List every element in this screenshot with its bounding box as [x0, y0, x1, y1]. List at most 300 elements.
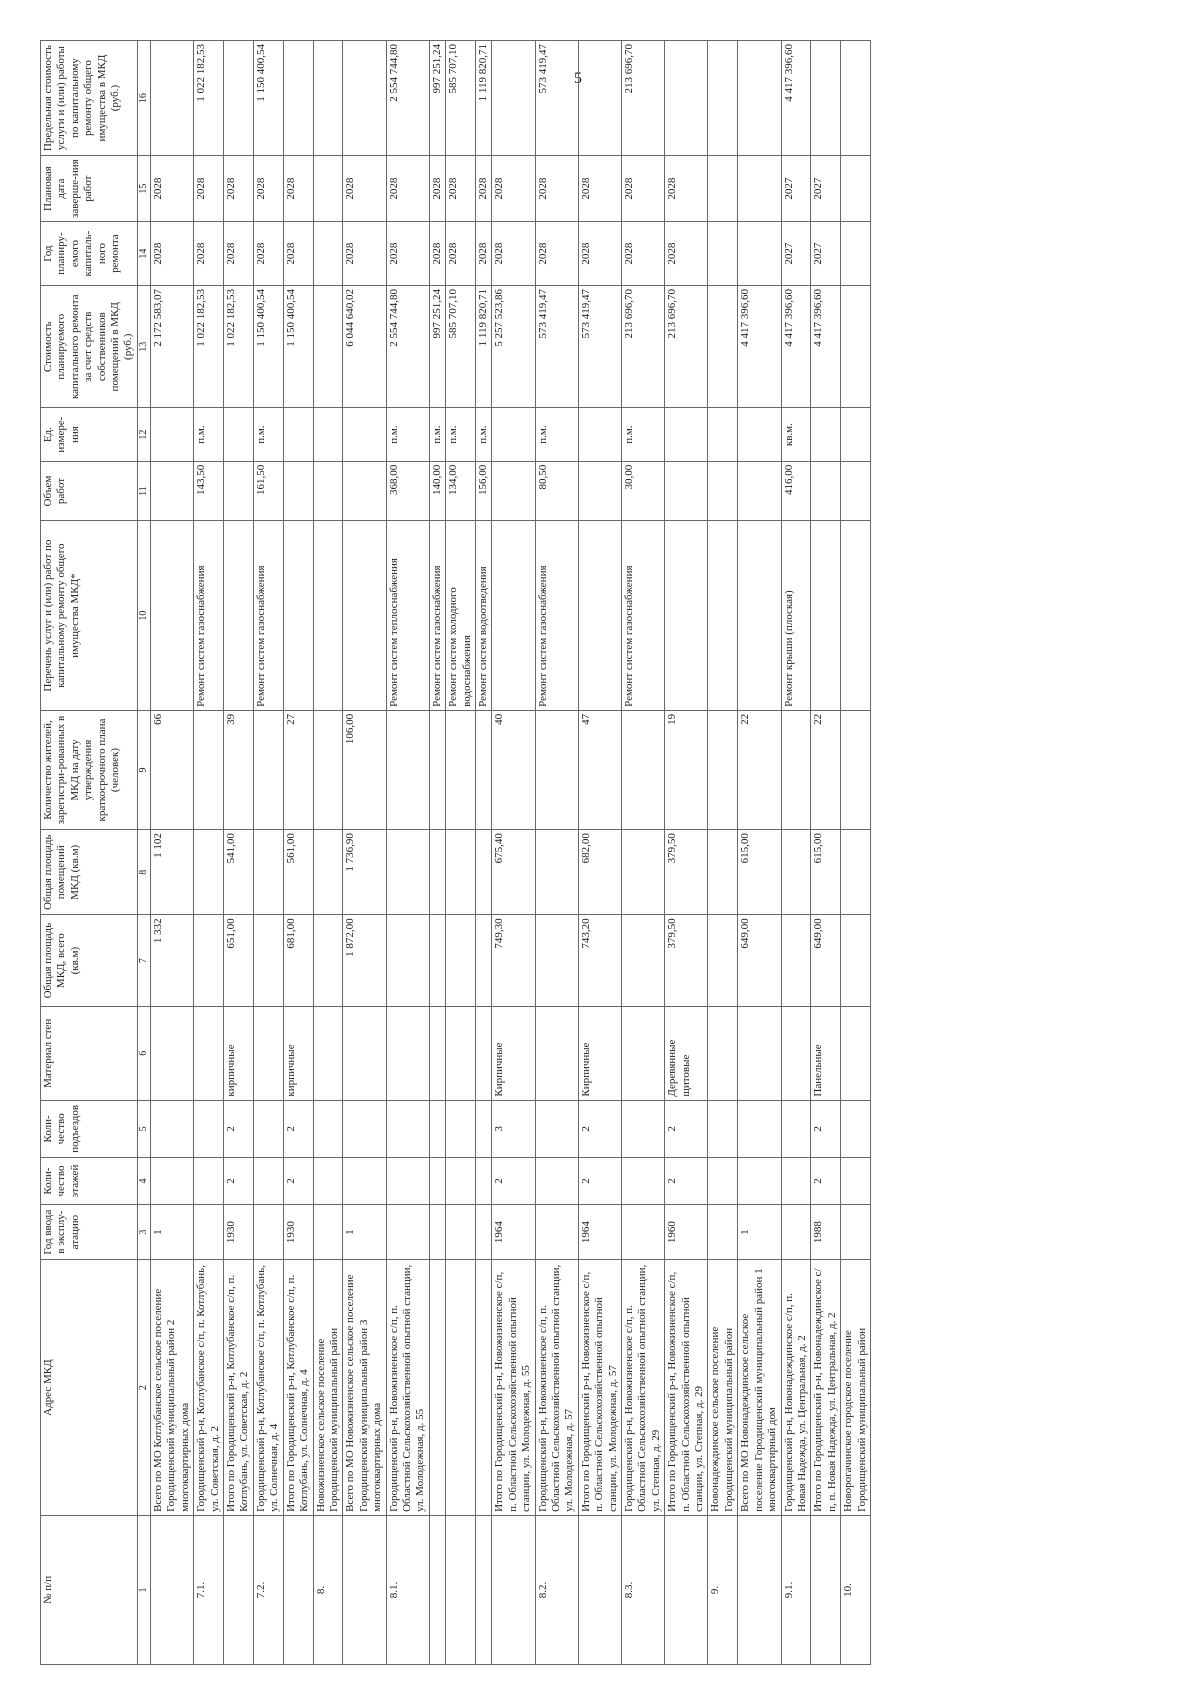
table-cell [343, 461, 386, 521]
table-cell: 2028 [194, 156, 224, 222]
table-cell: Всего по МО Котлубанское сельское поселение Городищенский муниципальный район 2 многоквартирных дома [151, 1260, 194, 1516]
table-cell: 997 251,24 [429, 41, 445, 156]
table-cell [475, 830, 491, 915]
table-cell: Ремонт систем газоснабжения [622, 521, 665, 711]
table-cell [151, 1006, 194, 1100]
table-cell [811, 461, 841, 521]
table-cell: п.м. [429, 408, 445, 461]
table-cell: 749,30 [492, 915, 535, 1007]
table-cell: 997 251,24 [429, 286, 445, 408]
table-cell: 2028 [665, 156, 708, 222]
table-cell: Кирпичные [578, 1006, 621, 1100]
table-cell: п.м. [446, 408, 476, 461]
column-number: 14 [137, 222, 150, 286]
table-cell: 8.2. [535, 1515, 578, 1664]
table-cell: Деревянные щитовые [665, 1006, 708, 1100]
table-cell [622, 1006, 665, 1100]
table-cell: 573 419,47 [578, 286, 621, 408]
column-number: 12 [137, 408, 150, 461]
table-cell [708, 1158, 738, 1205]
table-row [283, 41, 313, 1665]
table-cell [343, 1100, 386, 1158]
table-cell [475, 1006, 491, 1100]
column-number: 3 [137, 1204, 150, 1259]
table-cell [708, 461, 738, 521]
table-cell [578, 1515, 621, 1664]
table-cell [708, 521, 738, 711]
table-row [253, 41, 283, 1665]
table-cell [781, 1100, 811, 1158]
page-number: 5 [574, 70, 582, 87]
table-cell [475, 1158, 491, 1205]
table-cell [313, 286, 343, 408]
table-cell: Ремонт систем теплоснабжения [386, 521, 429, 711]
table-cell: 8.1. [386, 1515, 429, 1664]
table-cell: 2028 [446, 222, 476, 286]
table-cell [781, 710, 811, 829]
table-cell: 2028 [492, 222, 535, 286]
table-cell: 8.3. [622, 1515, 665, 1664]
table-cell [446, 1158, 476, 1205]
table-cell: 47 [578, 710, 621, 829]
table-cell [578, 461, 621, 521]
table-cell: 379,50 [665, 915, 708, 1007]
table-cell [535, 830, 578, 915]
table-cell [151, 1158, 194, 1205]
table-cell [313, 1158, 343, 1205]
column-header: Плановая дата заверше-ния работ [41, 156, 138, 222]
table-cell: 2028 [492, 156, 535, 222]
table-cell [492, 408, 535, 461]
table-cell: Итого по Городищенский р-н, Новожизненское с/п, п. Областной Сельскохозяйственной опытной станции, ул. Молодежная, д. 55 [492, 1260, 535, 1516]
table-cell [313, 915, 343, 1007]
table-cell [622, 1100, 665, 1158]
table-row [622, 41, 665, 1665]
table-cell: 743,20 [578, 915, 621, 1007]
table-cell [841, 156, 871, 222]
table-cell: 2028 [224, 156, 254, 222]
table-cell [535, 1158, 578, 1205]
column-number: 1 [137, 1515, 150, 1664]
table-cell: 1 150 400,54 [253, 286, 283, 408]
table-cell: 682,00 [578, 830, 621, 915]
table-cell [283, 408, 313, 461]
table-cell [151, 408, 194, 461]
table-cell [738, 1158, 781, 1205]
table-cell: 22 [811, 710, 841, 829]
table-cell [708, 1006, 738, 1100]
column-header: Объем работ [41, 461, 138, 521]
table-cell: 2028 [386, 222, 429, 286]
table-cell [313, 1100, 343, 1158]
table-cell [841, 1006, 871, 1100]
table-cell: Городищенский р-н, Новожизненское с/п, п. Областной Сельскохозяйственной опытной станции, ул. Молодежная, д. 55 [386, 1260, 429, 1516]
column-number: 16 [137, 41, 150, 156]
table-cell: 2028 [429, 156, 445, 222]
table-cell [535, 915, 578, 1007]
table-cell [475, 1204, 491, 1259]
table-cell [151, 41, 194, 156]
table-cell: 213 696,70 [622, 286, 665, 408]
table-cell: Всего по МО Новожизненское сельское поселение Городищенский муниципальный район 3 многоквартирных дома [343, 1260, 386, 1516]
table-cell [738, 222, 781, 286]
table-cell: кирпичные [224, 1006, 254, 1100]
table-cell: 1 102 [151, 830, 194, 915]
table-cell: 2028 [151, 222, 194, 286]
table-cell: 4 417 396,60 [781, 286, 811, 408]
table-cell [253, 1158, 283, 1205]
table-cell [738, 41, 781, 156]
table-cell [429, 1006, 445, 1100]
header-row [41, 41, 138, 1665]
table-cell [622, 710, 665, 829]
table-cell: 22 [738, 710, 781, 829]
table-cell: Ремонт систем газоснабжения [429, 521, 445, 711]
table-cell: 615,00 [811, 830, 841, 915]
table-cell [283, 1515, 313, 1664]
table-cell: 2 [224, 1100, 254, 1158]
table-cell [151, 521, 194, 711]
table-body [151, 41, 871, 1665]
table-cell: Ремонт систем водоотведения [475, 521, 491, 711]
table-cell: 1964 [578, 1204, 621, 1259]
table-cell: 140,00 [429, 461, 445, 521]
table-cell [492, 1515, 535, 1664]
column-number: 8 [137, 830, 150, 915]
table-cell [738, 408, 781, 461]
table-cell: 651,00 [224, 915, 254, 1007]
table-cell [429, 830, 445, 915]
table-cell [283, 461, 313, 521]
column-number-row [137, 41, 150, 1665]
table-cell [665, 521, 708, 711]
table-cell: 40 [492, 710, 535, 829]
table-cell: Новонадеждинское сельское поселение Городищенский муниципальный район [708, 1260, 738, 1516]
table-cell: 1 [343, 1204, 386, 1259]
table-cell: 161,50 [253, 461, 283, 521]
table-cell: 1930 [224, 1204, 254, 1259]
table-cell [446, 1100, 476, 1158]
table-cell [343, 521, 386, 711]
table-cell [708, 41, 738, 156]
table-row [841, 41, 871, 1665]
table-cell: Панельные [811, 1006, 841, 1100]
table-cell [446, 1260, 476, 1516]
table-cell [475, 710, 491, 829]
table-cell: Новорогачинское городское поселение Городищенский муниципальный район [841, 1260, 871, 1516]
table-cell [535, 710, 578, 829]
table-cell: кирпичные [283, 1006, 313, 1100]
table-cell [224, 521, 254, 711]
table-cell [738, 461, 781, 521]
table-cell: 1 150 400,54 [283, 286, 313, 408]
table-cell [253, 1006, 283, 1100]
table-cell: 2027 [811, 222, 841, 286]
table-row [386, 41, 429, 1665]
table-cell [446, 1006, 476, 1100]
table-cell [429, 1204, 445, 1259]
table-cell [253, 1204, 283, 1259]
table-cell: 2 [492, 1158, 535, 1205]
table-cell [708, 915, 738, 1007]
table-cell [429, 1515, 445, 1664]
table-cell: 5 257 523,86 [492, 286, 535, 408]
table-cell: 2028 [253, 156, 283, 222]
table-cell: 156,00 [475, 461, 491, 521]
table-cell [446, 1204, 476, 1259]
table-cell [429, 710, 445, 829]
table-cell: кв.м. [781, 408, 811, 461]
table-cell: 2027 [811, 156, 841, 222]
table-cell [429, 915, 445, 1007]
table-cell: 681,00 [283, 915, 313, 1007]
column-header: Коли-чество этажей [41, 1158, 138, 1205]
table-cell: 1 119 820,71 [475, 286, 491, 408]
table-cell: 2028 [535, 156, 578, 222]
table-cell [194, 1006, 224, 1100]
table-cell [708, 222, 738, 286]
table-cell [343, 1158, 386, 1205]
table-cell: п.м. [386, 408, 429, 461]
column-header: Год планиру-емого капиталь-ного ремонта [41, 222, 138, 286]
table-row [224, 41, 254, 1665]
table-cell [313, 41, 343, 156]
table-row [343, 41, 386, 1665]
table-cell [343, 41, 386, 156]
table-cell: 541,00 [224, 830, 254, 915]
table-cell [151, 461, 194, 521]
table-cell: Ремонт крыши (плоская) [781, 521, 811, 711]
rotated-table-container [40, 40, 1185, 1665]
table-cell: 2028 [446, 156, 476, 222]
table-cell [841, 830, 871, 915]
table-cell: 1 332 [151, 915, 194, 1007]
table-cell [841, 286, 871, 408]
table-cell: 2028 [343, 222, 386, 286]
table-cell: 2028 [535, 222, 578, 286]
column-header: Год ввода в эксплу-атацию [41, 1204, 138, 1259]
column-number: 13 [137, 286, 150, 408]
table-cell: 66 [151, 710, 194, 829]
table-cell [841, 461, 871, 521]
table-cell [343, 1515, 386, 1664]
table-cell [343, 1006, 386, 1100]
table-cell [708, 286, 738, 408]
table-cell [708, 1204, 738, 1259]
table-cell: 134,00 [446, 461, 476, 521]
table-cell [194, 915, 224, 1007]
column-header: Коли-чество подъездов [41, 1100, 138, 1158]
column-header: Стоимость планируемого капитального ремонта за счет средств собственников помещений в МКД (руб.) [41, 286, 138, 408]
table-cell: 39 [224, 710, 254, 829]
table-cell: 9.1. [781, 1515, 811, 1664]
table-cell: Городищенский р-н, Котлубанское с/п, п. Котлубань, ул. Солнечная, д. 4 [253, 1260, 283, 1516]
table-cell: 561,00 [283, 830, 313, 915]
table-cell: 2028 [578, 156, 621, 222]
column-number: 2 [137, 1260, 150, 1516]
table-cell [313, 408, 343, 461]
column-number: 15 [137, 156, 150, 222]
table-cell [781, 830, 811, 915]
table-cell [475, 1260, 491, 1516]
table-cell [475, 915, 491, 1007]
table-cell: 1 [738, 1204, 781, 1259]
table-cell [283, 521, 313, 711]
column-header: № п/п [41, 1515, 138, 1664]
table-cell: 1 872,00 [343, 915, 386, 1007]
table-cell: 585 707,10 [446, 286, 476, 408]
table-cell [386, 915, 429, 1007]
table-cell [708, 408, 738, 461]
table-cell [535, 1100, 578, 1158]
table-cell: 2028 [253, 222, 283, 286]
table-cell: 106,00 [343, 710, 386, 829]
table-cell [535, 1204, 578, 1259]
table-cell [781, 1204, 811, 1259]
column-number: 5 [137, 1100, 150, 1158]
table-cell: 585 707,10 [446, 41, 476, 156]
table-cell: п.м. [475, 408, 491, 461]
table-cell [283, 41, 313, 156]
table-cell [738, 1100, 781, 1158]
table-cell [386, 1158, 429, 1205]
table-row [781, 41, 811, 1665]
table-cell [386, 710, 429, 829]
table-cell [492, 521, 535, 711]
table-row [492, 41, 535, 1665]
table-cell: 2 [811, 1100, 841, 1158]
table-row [665, 41, 708, 1665]
table-cell [578, 41, 621, 156]
table-cell: Всего по МО Новонадеждинское сельское поселение Городищенский муниципальный район 1 многоквартирный дом [738, 1260, 781, 1516]
table-cell: 2 [578, 1100, 621, 1158]
table-cell [151, 1515, 194, 1664]
table-cell: 573 419,47 [535, 41, 578, 156]
column-header: Перечень услуг и (или) работ по капитальному ремонту общего имущества МКД* [41, 521, 138, 711]
table-cell: 9. [708, 1515, 738, 1664]
table-cell: п.м. [253, 408, 283, 461]
table-cell [811, 408, 841, 461]
table-cell: 2028 [665, 222, 708, 286]
table-cell [253, 915, 283, 1007]
table-cell: 2028 [343, 156, 386, 222]
table-row [151, 41, 194, 1665]
table-cell: 2 [665, 1158, 708, 1205]
column-header: Материал стен [41, 1006, 138, 1100]
table-cell [313, 830, 343, 915]
table-cell: 1988 [811, 1204, 841, 1259]
table-row [429, 41, 445, 1665]
table-cell [841, 1158, 871, 1205]
table-cell [781, 915, 811, 1007]
table-cell: 2028 [475, 156, 491, 222]
table-cell [811, 521, 841, 711]
table-cell [253, 710, 283, 829]
table-cell: 2028 [224, 222, 254, 286]
table-cell [194, 1158, 224, 1205]
table-cell: 2028 [475, 222, 491, 286]
table-cell [738, 1006, 781, 1100]
table-cell: 8. [313, 1515, 343, 1664]
table-cell: 1964 [492, 1204, 535, 1259]
table-cell [492, 461, 535, 521]
table-cell [313, 1006, 343, 1100]
table-cell [811, 1515, 841, 1664]
table-cell: 2 [665, 1100, 708, 1158]
table-cell [194, 1204, 224, 1259]
table-cell [811, 41, 841, 156]
table-cell [841, 710, 871, 829]
table-row [194, 41, 224, 1665]
table-cell [841, 521, 871, 711]
capital-repair-table [40, 40, 871, 1665]
table-cell [622, 1158, 665, 1205]
table-cell: 2 [578, 1158, 621, 1205]
table-row [708, 41, 738, 1665]
table-cell: п.м. [194, 408, 224, 461]
table-cell [622, 915, 665, 1007]
table-cell [665, 41, 708, 156]
table-cell [224, 41, 254, 156]
table-cell [194, 830, 224, 915]
table-cell [622, 830, 665, 915]
table-cell: 27 [283, 710, 313, 829]
table-cell: 2027 [781, 222, 811, 286]
table-cell: 2028 [622, 156, 665, 222]
table-cell [475, 1100, 491, 1158]
table-cell [475, 1515, 491, 1664]
table-cell [151, 1100, 194, 1158]
table-cell: 3 [492, 1100, 535, 1158]
table-cell: 2028 [283, 222, 313, 286]
table-cell [386, 1006, 429, 1100]
table-cell [841, 408, 871, 461]
table-cell: п.м. [535, 408, 578, 461]
table-cell [738, 156, 781, 222]
table-cell [535, 1006, 578, 1100]
table-row [811, 41, 841, 1665]
table-cell [313, 1204, 343, 1259]
table-cell: 1 022 182,53 [224, 286, 254, 408]
table-cell [708, 1100, 738, 1158]
table-cell: 2 [811, 1158, 841, 1205]
table-cell [386, 830, 429, 915]
table-cell: 573 419,47 [535, 286, 578, 408]
table-cell [708, 830, 738, 915]
table-cell [841, 1204, 871, 1259]
table-cell [253, 830, 283, 915]
table-cell: Городищенский р-н, Новожизненское с/п, п. Областной Сельскохозяйственной опытной станции, ул. Степная, д. 29 [622, 1260, 665, 1516]
table-cell: Ремонт систем холодного водоснабжения [446, 521, 476, 711]
table-row [578, 41, 621, 1665]
table-cell [492, 41, 535, 156]
table-cell: 80,50 [535, 461, 578, 521]
table-cell [578, 521, 621, 711]
table-cell: 2028 [622, 222, 665, 286]
table-cell [429, 1260, 445, 1516]
table-cell [446, 830, 476, 915]
column-number: 9 [137, 710, 150, 829]
table-cell: Итого по Городищенский р-н, Новожизненское с/п, п. Областной Сельскохозяйственной опытной станции, ул. Степная, д. 29 [665, 1260, 708, 1516]
table-cell: Итого по Городищенский р-н, Котлубанское с/п, п. Котлубань, ул. Солнечная, д. 4 [283, 1260, 313, 1516]
table-cell: 213 696,70 [622, 41, 665, 156]
table-cell [386, 1204, 429, 1259]
column-header: Общая площадь помещений МКД (кв.м) [41, 830, 138, 915]
table-cell: 4 417 396,60 [811, 286, 841, 408]
table-cell: 143,50 [194, 461, 224, 521]
column-number: 10 [137, 521, 150, 711]
table-cell [446, 1515, 476, 1664]
